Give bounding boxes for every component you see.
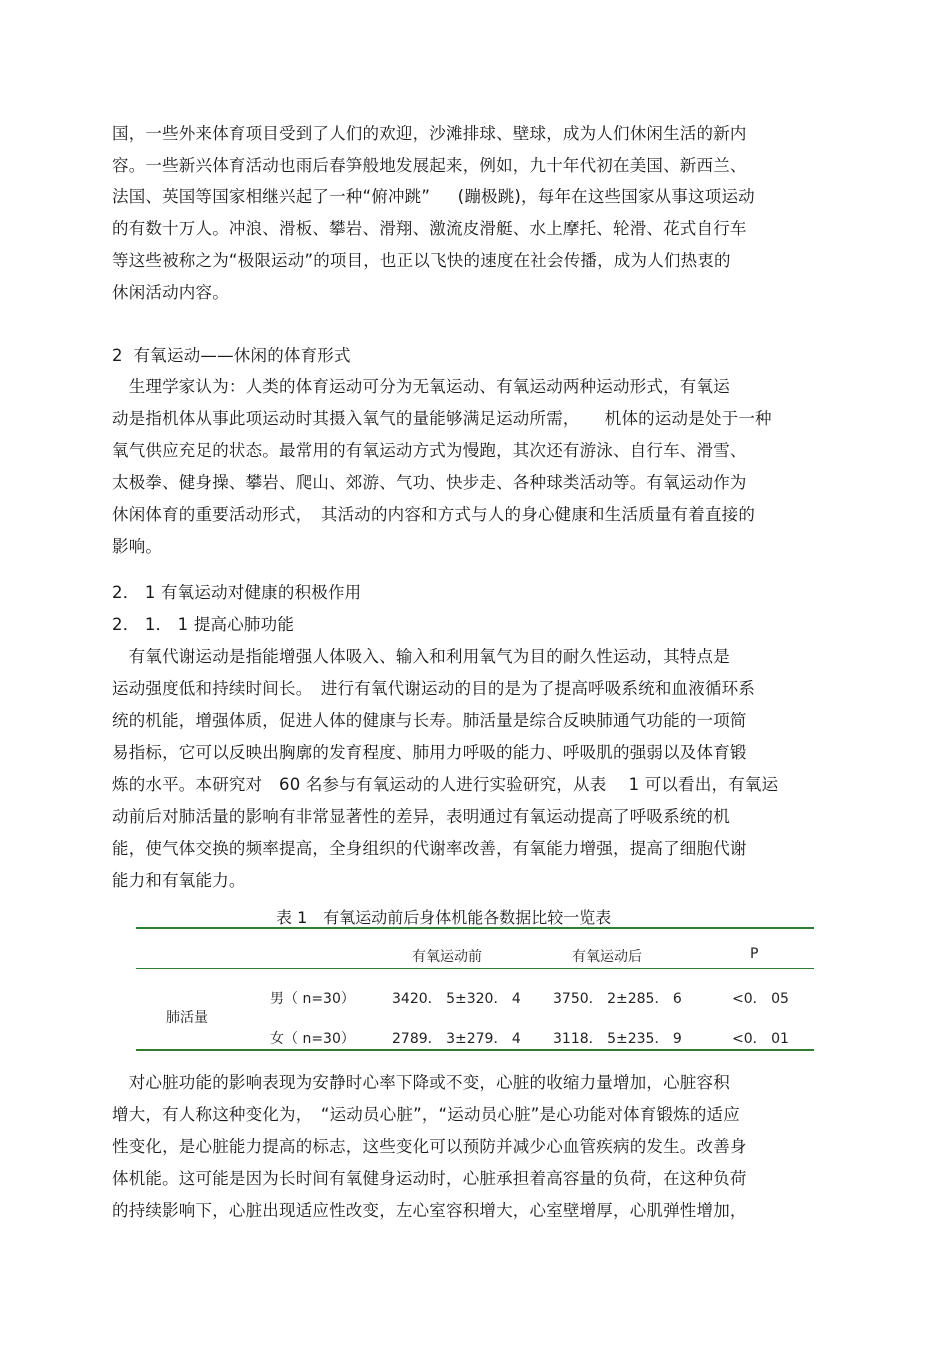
paragraph-line: 动是指机体从事此项运动时其摄入氧气的量能够满足运动所需， 机体的运动是处于一种 [112, 409, 772, 428]
paragraph-line: 动前后对肺活量的影响有非常显著性的差异，表明通过有氧运动提高了呼吸系统的机 [112, 807, 730, 826]
paragraph-line: 太极拳、健身操、攀岩、爬山、郊游、气功、快步走、各种球类活动等。有氧运动作为 [112, 473, 747, 492]
table-header-p: P [750, 946, 759, 962]
table-header-rule [136, 968, 814, 969]
table-title: 表 1 有氧运动前后身体机能各数据比较一览表 [276, 908, 612, 927]
paragraph-line: 性变化，是心脏能力提高的标志，这些变化可以预防并减少心血管疾病的发生。改善身 [112, 1137, 747, 1156]
paragraph-line: 能力和有氧能力。 [112, 871, 246, 890]
paragraph-line: 炼的水平。本研究对 60 名参与有氧运动的人进行实验研究，从表 1 可以看出，有氧运 [112, 775, 779, 794]
paragraph-line: 法国、英国等国家相继兴起了一种“俯冲跳” (蹦极跳)，每年在这些国家从事这项运动 [112, 187, 755, 206]
subsubsection-heading: 2． 1． 1 提高心肺功能 [112, 615, 295, 634]
paragraph-line: 容。一些新兴体育活动也雨后春笋般地发展起来，例如，九十年代初在美国、新西兰、 [112, 156, 747, 175]
paragraph-line: 运动强度低和持续时间长。 进行有氧代谢运动的目的是为了提高呼吸系统和血液循环系 [112, 679, 756, 698]
paragraph-line: 能，使气体交换的频率提高，全身组织的代谢率改善，有氧能力增强，提高了细胞代谢 [112, 839, 747, 858]
paragraph-line: 影响。 [112, 537, 163, 556]
paragraph-line: 休闲体育的重要活动形式， 其活动的内容和方式与人的身心健康和生活质量有着直接的 [112, 505, 756, 524]
table-header-before: 有氧运动前 [412, 949, 482, 965]
table-group-label: 肺活量 [166, 1010, 208, 1026]
section-heading: 2 有氧运动——休闲的体育形式 [112, 346, 351, 365]
paragraph-line: 对心脏功能的影响表现为安静时心率下降或不变，心脏的收缩力量增加，心脏容积 [112, 1073, 730, 1092]
table-cell-p: <0． 01 [732, 1031, 789, 1047]
table-cell-before: 3420． 5±320． 4 [392, 991, 521, 1007]
paragraph-line: 易指标，它可以反映出胸廓的发育程度、肺用力呼吸的能力、呼吸肌的强弱以及体育锻 [112, 743, 747, 762]
subsection-heading: 2． 1 有氧运动对健康的积极作用 [112, 583, 362, 602]
table-top-rule [136, 927, 814, 929]
table-cell-after: 3750． 2±285． 6 [553, 991, 682, 1007]
table-header-after: 有氧运动后 [572, 949, 642, 965]
paragraph-line: 体机能。这可能是因为长时间有氧健身运动时，心脏承担着高容量的负荷，在这种负荷 [112, 1169, 747, 1188]
table-cell-p: <0． 05 [732, 991, 789, 1007]
paragraph-line: 统的机能，增强体质，促进人体的健康与长寿。肺活量是综合反映肺通气功能的一项简 [112, 711, 747, 730]
paragraph-line: 有氧代谢运动是指能增强人体吸入、输入和利用氧气为目的耐久性运动，其特点是 [112, 647, 730, 666]
paragraph-line: 的有数十万人。冲浪、滑板、攀岩、滑翔、激流皮滑艇、水上摩托、轮滑、花式自行车 [112, 219, 747, 238]
table-cell-before: 2789． 3±279． 4 [392, 1031, 521, 1047]
table-row-label: 女（ n=30） [270, 1031, 355, 1047]
paragraph-line: 生理学家认为：人类的体育运动可分为无氧运动、有氧运动两种运动形式，有氧运 [112, 377, 730, 396]
table-cell-after: 3118． 5±235． 9 [553, 1031, 682, 1047]
paragraph-line: 休闲活动内容。 [112, 283, 229, 302]
paragraph-line: 增大，有人称这种变化为， “运动员心脏”，“运动员心脏”是心功能对体育锻炼的适应 [112, 1105, 740, 1124]
paragraph-line: 氧气供应充足的状态。最常用的有氧运动方式为慢跑，其次还有游泳、自行车、滑雪、 [112, 441, 747, 460]
paragraph-line: 的持续影响下，心脏出现适应性改变，左心室容积增大，心室壁增厚，心肌弹性增加， [112, 1201, 747, 1220]
paragraph-line: 国，一些外来体育项目受到了人们的欢迎，沙滩排球、壁球，成为人们休闲生活的新内 [112, 124, 747, 143]
table-row-label: 男（ n=30） [270, 991, 355, 1007]
paragraph-line: 等这些被称之为“极限运动”的项目，也正以飞快的速度在社会传播，成为人们热衷的 [112, 251, 731, 270]
table-bottom-rule [136, 1049, 814, 1051]
